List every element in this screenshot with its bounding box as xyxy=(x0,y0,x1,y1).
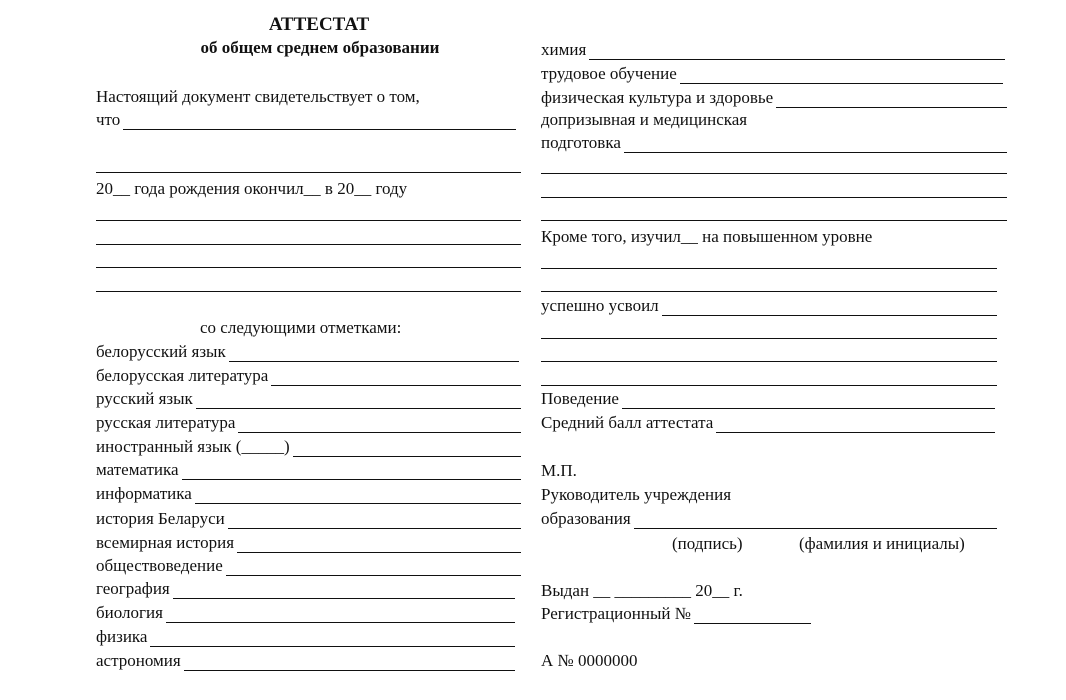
blank-line xyxy=(634,513,997,529)
subject-label: химия xyxy=(541,40,587,59)
subject-label: биология xyxy=(96,603,163,622)
grade-line xyxy=(228,513,521,529)
document-title: АТТЕСТАТ xyxy=(268,14,370,35)
head-of-institution-label: Руководитель учреждения xyxy=(541,485,732,504)
subject-label: физика xyxy=(96,627,148,646)
subject-row xyxy=(96,484,521,504)
subject-label: информатика xyxy=(96,484,192,503)
subject-label: русский язык xyxy=(96,389,193,408)
subject-row xyxy=(96,579,515,599)
subject-row xyxy=(541,88,1007,108)
grade-line xyxy=(589,44,1005,60)
blank-line xyxy=(96,291,521,292)
subject-label: география xyxy=(96,579,170,598)
registration-label: Регистрационный № xyxy=(541,604,691,623)
average-score-label: Средний балл аттестата xyxy=(541,413,714,432)
mastered-label: успешно усвоил xyxy=(541,296,659,315)
registration-row xyxy=(541,604,811,624)
subject-row xyxy=(96,556,521,576)
blank-line xyxy=(541,385,997,386)
stamp-place: М.П. xyxy=(541,461,577,480)
subject-row xyxy=(96,460,521,480)
blank-line xyxy=(622,393,995,409)
grade-line xyxy=(150,631,515,647)
subject-label: всемирная история xyxy=(96,533,235,552)
marks-heading: со следующими отметками: xyxy=(200,318,402,337)
blank-line xyxy=(541,361,997,362)
institution-label: образования xyxy=(541,509,631,528)
subject-row xyxy=(96,342,519,362)
head-signature-row xyxy=(541,509,997,529)
premilitary-training-label: допризывная и медицинская xyxy=(541,110,748,129)
extra-studied-text: Кроме того, изучил__ на повышенном уровне xyxy=(541,227,873,246)
blank-line xyxy=(662,300,997,316)
grade-line xyxy=(184,655,515,671)
grade-line xyxy=(238,417,521,433)
subject-label: история Беларуси xyxy=(96,509,225,528)
signature-caption: (подпись) xyxy=(672,534,743,553)
subject-row xyxy=(96,651,515,671)
subject-row xyxy=(96,509,521,529)
birth-graduation-text: 20__ года рождения окончил__ в 20__ году xyxy=(96,179,408,198)
blank-line xyxy=(541,197,1007,198)
grade-line xyxy=(293,441,521,457)
blank-line xyxy=(96,220,521,221)
mastered-row xyxy=(541,296,997,316)
intro-line-2: что xyxy=(96,110,121,129)
subject-label: математика xyxy=(96,460,179,479)
blank-line xyxy=(96,172,521,173)
subject-row xyxy=(96,389,521,409)
grade-line xyxy=(196,393,521,409)
subject-row xyxy=(96,533,521,553)
blank-line xyxy=(96,267,521,268)
subject-row xyxy=(96,413,521,433)
name-caption: (фамилия и инициалы) xyxy=(799,534,965,553)
blank-line xyxy=(716,417,995,433)
blank-line xyxy=(694,608,811,624)
blank-line xyxy=(541,268,997,269)
subject-label: иностранный язык (_____) xyxy=(96,437,290,456)
subject-row xyxy=(96,627,515,647)
blank-line xyxy=(123,114,516,130)
subject-row xyxy=(96,437,521,457)
subject-row xyxy=(541,133,1007,153)
issued-date-text: Выдан __ _________ 20__ г. xyxy=(541,581,743,600)
blank-line xyxy=(96,244,521,245)
subject-row xyxy=(541,64,1003,84)
subject-row xyxy=(96,366,521,386)
subject-label: подготовка xyxy=(541,133,621,152)
grade-line xyxy=(182,464,521,480)
subject-row xyxy=(541,40,1005,60)
grade-line xyxy=(680,68,1003,84)
grade-line xyxy=(195,488,521,504)
grade-line xyxy=(624,137,1007,153)
average-score-row xyxy=(541,413,995,433)
grade-line xyxy=(166,607,515,623)
grade-line xyxy=(173,583,515,599)
subject-label: трудовое обучение xyxy=(541,64,677,83)
subject-row xyxy=(96,603,515,623)
blank-line xyxy=(541,173,1007,174)
grade-line xyxy=(776,92,1007,108)
subject-label: русская литература xyxy=(96,413,236,432)
grade-line xyxy=(229,346,519,362)
grade-line xyxy=(237,537,521,553)
grade-line xyxy=(271,370,521,386)
document-subtitle: об общем среднем образовании xyxy=(200,38,440,57)
blank-line xyxy=(541,338,997,339)
recipient-name-field xyxy=(96,110,516,130)
behavior-label: Поведение xyxy=(541,389,619,408)
subject-label: белорусская литература xyxy=(96,366,269,385)
series-number: А № 0000000 xyxy=(541,651,638,670)
subject-label: белорусский язык xyxy=(96,342,226,361)
subject-label: астрономия xyxy=(96,651,181,670)
grade-line xyxy=(226,560,521,576)
subject-label: обществоведение xyxy=(96,556,223,575)
blank-line xyxy=(541,220,1007,221)
subject-label: физическая культура и здоровье xyxy=(541,88,774,107)
blank-line xyxy=(541,291,997,292)
intro-line-1: Настоящий документ свидетельствует о том, xyxy=(96,87,420,106)
behavior-row xyxy=(541,389,995,409)
